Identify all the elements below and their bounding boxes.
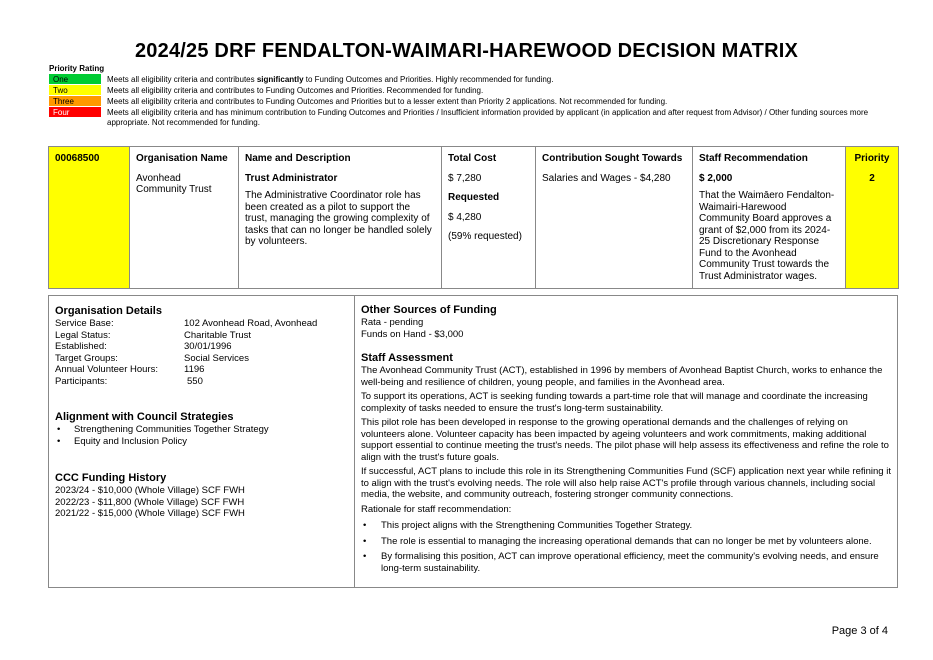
other-funding-heading: Other Sources of Funding [361, 304, 497, 316]
alignment-heading: Alignment with Council Strategies [55, 411, 234, 423]
detail-row: Established: 30/01/1996 [55, 341, 232, 352]
legend-desc-four: Meets all eligibility criteria and has minimum contribution to Funding Outcomes and Priorities / Insufficient information provided by applicant (in application and after request from Advisor) / Other funding sources more appropriate. Not recommended for funding. [107, 108, 869, 127]
legend-desc-three: Meets all eligibility criteria and contributes to Funding Outcomes and Priorities but to a lesser extent than Priority 2 applications. Not recommended for funding. [107, 97, 668, 106]
rationale-list [361, 520, 891, 574]
contribution-cell [536, 147, 693, 289]
cost-cell [442, 147, 536, 289]
recommendation-amount: $ 2,000 [699, 172, 733, 184]
application-summary-table [48, 146, 899, 289]
org-details-heading: Organisation Details [55, 305, 162, 317]
page-title: 2024/25 DRF FENDALTON-WAIMARI-HAREWOOD DECISION MATRIX [134, 40, 799, 62]
staff-assessment-heading: Staff Assessment [361, 352, 453, 364]
other-funding-item: Rata - pending [361, 317, 424, 328]
legend-row-three [49, 96, 889, 107]
organisation-heading: Organisation Name [136, 153, 228, 164]
requested-heading: Requested [448, 192, 500, 203]
requested-value: $ 4,280 [448, 211, 482, 223]
legend-row-two [49, 85, 889, 96]
legend-swatch-four: Four [49, 107, 101, 118]
recommendation-cell [693, 147, 846, 289]
requested-percent: (59% requested) [448, 231, 522, 242]
assessment-paragraph: The Avonhead Community Trust (ACT), established in 1996 by members of Avonhead Baptist Church, works to enhance the well-being and resilience of children, young people, and families in the Avonhead area. [361, 365, 883, 388]
other-funding-item: Funds on Hand - $3,000 [361, 328, 464, 340]
assessment-paragraph: This pilot role has been developed in response to the growing operational demands and the challenges of relying on volunteers alone. Volunteer capacity has been impacted by ageing volunteers and work commitments, making additional support essential to continue meeting the trust's needs. The pilot phase will help assess its effectiveness and refine the role to align with the trust's future goals. [361, 417, 889, 463]
funding-history-item: 2023/24 - $10,000 (Whole Village) SCF FWH [55, 485, 245, 496]
priority-value: 2 [869, 172, 875, 184]
recommendation-text: That the Waimāero Fendalton-Waimairi-Harewood Community Board approves a grant of $2,000 from its 2024-25 Discretionary Response Fund to the Avonhead Community Trust towards the Trust Administrator wages. [699, 190, 835, 282]
list-item: • By formalising this position, ACT can improve operational efficiency, meet the community's evolving needs, and ensure long-term sustainability. [361, 551, 891, 574]
organisation-cell [130, 147, 239, 289]
detail-row: Service Base: 102 Avonhead Road, Avonhead [55, 318, 318, 329]
total-cost-heading: Total Cost [448, 153, 497, 164]
detail-row: Annual Volunteer Hours: 1196 [55, 364, 205, 375]
legend-row-four [49, 107, 889, 128]
list-item: • Equity and Inclusion Policy [55, 436, 348, 448]
priority-legend [49, 64, 889, 128]
organisation-name: Avonhead Community Trust [136, 172, 212, 195]
legend-swatch-one: One [49, 74, 101, 85]
legend-swatch-two: Two [49, 85, 101, 96]
priority-heading: Priority [854, 153, 890, 164]
priority-cell [846, 147, 899, 289]
contribution-value: Salaries and Wages - $4,280 [542, 172, 671, 184]
description-heading: Name and Description [245, 153, 351, 164]
alignment-list [55, 424, 348, 447]
assessment-box [48, 295, 898, 588]
project-description: The Administrative Coordinator role has been created as a pilot to support the trust, managing the growing complexity of tasks that can no longer be handled solely by volunteers. [245, 190, 432, 247]
legend-heading: Priority Rating [49, 64, 105, 73]
funding-history-item: 2021/22 - $15,000 (Whole Village) SCF FWH [55, 508, 245, 519]
legend-desc-two: Meets all eligibility criteria and contributes to Funding Outcomes and Priorities. Recommended for funding. [107, 86, 484, 95]
detail-row: Target Groups: Social Services [55, 352, 249, 364]
application-id-cell [49, 147, 130, 289]
application-id: 00068500 [55, 153, 100, 164]
assessment-paragraph: Rationale for staff recommendation: [361, 503, 512, 515]
list-item: • This project aligns with the Strengthening Communities Together Strategy. [361, 520, 891, 532]
project-name: Trust Administrator [245, 172, 338, 184]
recommendation-heading: Staff Recommendation [699, 153, 808, 164]
contribution-heading: Contribution Sought Towards [542, 153, 683, 164]
list-item: • The role is essential to managing the increasing operational demands that can no longer be met by volunteers alone. [361, 536, 891, 548]
detail-row: Participants: 550 [55, 375, 203, 387]
page-number: Page 3 of 4 [831, 625, 888, 637]
funding-history-item: 2022/23 - $11,800 (Whole Village) SCF FWH [55, 496, 245, 508]
left-column [49, 296, 355, 587]
legend-swatch-three: Three [49, 96, 101, 107]
assessment-paragraph: To support its operations, ACT is seeking funding towards a part-time role that will manage and coordinate the increasing complexity of tasks needed to ensure the trust's long-term sustainability. [361, 391, 868, 414]
legend-desc-one: Meets all eligibility criteria and contributes significantly to Funding Outcomes and Priorities. Highly recommended for funding. [107, 75, 554, 84]
assessment-paragraph: If successful, ACT plans to include this role in its Strengthening Communities Fund (SCF) application next year while refining it to align with the trust's evolving needs. The role will also help raise ACT's profile through various channels, including social media, the website, and community outreach, fostering stronger community connections. [361, 466, 891, 500]
description-cell [239, 147, 442, 289]
list-item: • Strengthening Communities Together Strategy [55, 424, 348, 436]
detail-row: Legal Status: Charitable Trust [55, 329, 252, 341]
legend-row-one [49, 74, 889, 85]
funding-history-heading: CCC Funding History [55, 472, 167, 484]
total-cost-value: $ 7,280 [448, 172, 482, 184]
right-column [355, 296, 897, 587]
